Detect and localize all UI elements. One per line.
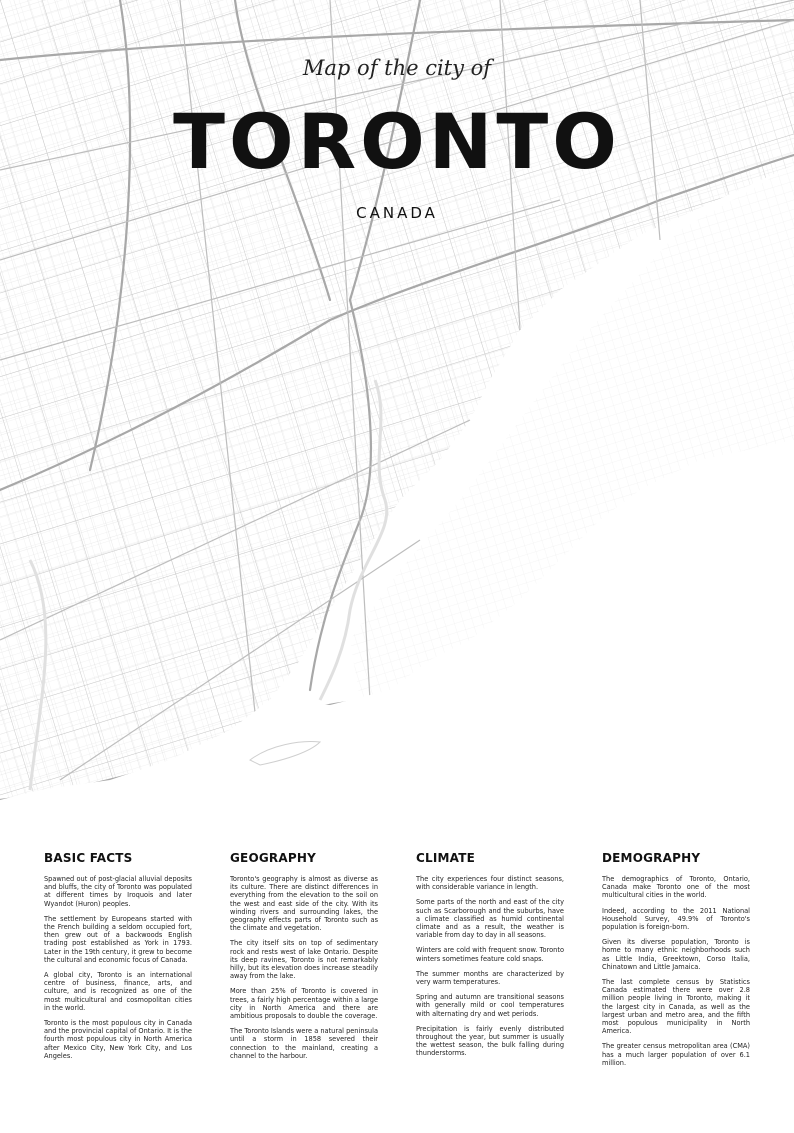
section-basic-facts (44, 851, 192, 1067)
section-paragraph: The last complete census by Statistics Canada estimated there were over 2.8 million people living in Toronto, making it the largest city in Canada, as well as the largest urban and metro area, and the fifth most populous municipality in North America. (602, 978, 750, 1036)
section-paragraph: Given its diverse population, Toronto is home to many ethnic neighborhoods such as Little India, Greektown, Corso Italia, Chinatown and Little Jamaica. (602, 938, 750, 971)
section-geography (230, 851, 378, 1067)
section-heading: GEOGRAPHY (230, 851, 316, 865)
section-paragraph: Spawned out of post-glacial alluvial deposits and bluffs, the city of Toronto was populated at different times by Iroquois and later Wyandot (Huron) peoples. (44, 875, 192, 908)
section-paragraph: The city itself sits on top of sedimentary rock and rests west of lake Ontario. Despite its deep ravines, Toronto is not remarkably hilly, but its elevation does increase steadily away from the lake. (230, 939, 378, 981)
section-paragraph: A global city, Toronto is an international centre of business, finance, arts, and culture, and is recognized as one of the most multicultural and cosmopolitan cities in the world. (44, 971, 192, 1012)
section-paragraph: The greater census metropolitan area (CMA) has a much larger population of over 6.1 million. (602, 1042, 750, 1067)
section-paragraph: The city experiences four distinct seasons, with considerable variance in length. (416, 875, 564, 892)
section-heading: CLIMATE (416, 851, 475, 865)
section-paragraph: Toronto is the most populous city in Canada and the provincial capital of Ontario. It is the fourth most populous city in North America after Mexico City, New York City, and Los Angeles. (44, 1019, 192, 1060)
info-columns (44, 851, 764, 1121)
city-title: TORONTO (173, 97, 621, 186)
section-paragraph: More than 25% of Toronto is covered in trees, a fairly high percentage within a large city in North America and there are ambitious proposals to double the coverage. (230, 987, 378, 1021)
section-paragraph: The Toronto Islands were a natural peninsula until a storm in 1858 severed their connection to the mainland, creating a channel to the harbour. (230, 1027, 378, 1060)
section-paragraph: Some parts of the north and east of the city such as Scarborough and the suburbs, have a climate classified as humid continental climate and as a result, the weather is variable from day to day in all seasons. (416, 898, 564, 940)
section-paragraph: The demographics of Toronto, Ontario, Canada make Toronto one of the most multicultural cities in the world. (602, 875, 750, 900)
section-paragraph: Indeed, according to the 2011 National Household Survey, 49.9% of Toronto's population is foreign-born. (602, 906, 750, 932)
section-climate (416, 851, 564, 1065)
section-paragraph: Precipitation is fairly evenly distributed throughout the year, but summer is usually the wettest season, the bulk falling during thunderstorms. (416, 1024, 564, 1058)
section-paragraph: Spring and autumn are transitional seasons with generally mild or cool temperatures with alternating dry and wet periods. (416, 993, 564, 1018)
section-paragraph: Winters are cold with frequent snow. Toronto winters sometimes feature cold snaps. (416, 946, 564, 963)
map-subtitle: Map of the city of (302, 56, 492, 80)
section-paragraph: The settlement by Europeans started with the French building a seldom occupied fort, then grew out of a backwoods English trading post established as York in 1793. Later in the 19th century, it grew to become the cultural and economic focus of Canada. (44, 914, 192, 964)
section-paragraph: The summer months are characterized by very warm temperatures. (416, 969, 564, 987)
section-heading: DEMOGRAPHY (602, 851, 701, 865)
section-demography (602, 851, 750, 1074)
section-paragraph: Toronto's geography is almost as diverse as its culture. There are distinct differences in everything from the elevation to the soil on the west and east side of the city. With its winding rivers and surrounding lakes, the geography effects parts of Toronto such as the climate and vegetation. (230, 875, 378, 933)
section-heading: BASIC FACTS (44, 851, 133, 865)
country-label: CANADA (356, 204, 438, 222)
